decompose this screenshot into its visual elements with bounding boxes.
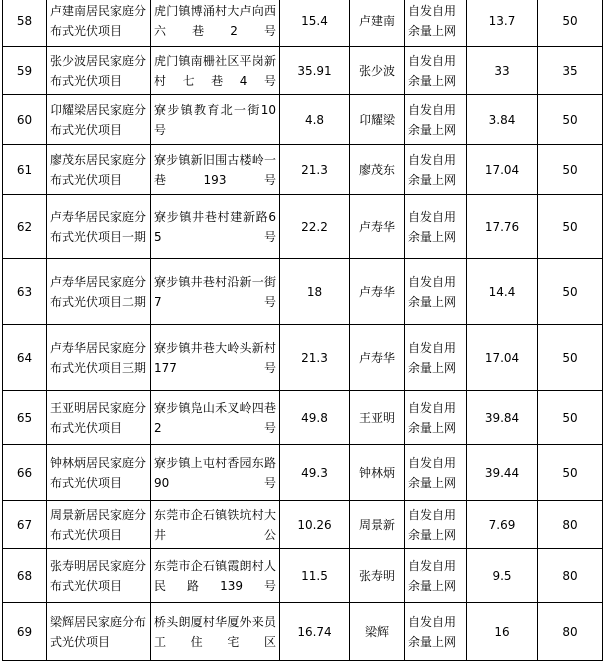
capacity-value: 21.3 [280,325,350,391]
percent-value: 80 [538,549,603,603]
percent-value: 50 [538,0,603,47]
project-name: 卬耀梁居民家庭分布式光伏项目 [47,95,151,145]
amount-value: 39.44 [467,445,538,501]
project-address: 寮步镇上屯村香园东路90号 [151,445,280,501]
row-number: 61 [3,145,47,195]
project-name: 张寿明居民家庭分布式光伏项目 [47,549,151,603]
project-name: 王亚明居民家庭分布式光伏项目 [47,391,151,445]
project-address: 寮步镇井巷村建新路65号 [151,195,280,259]
table-row [3,145,603,195]
amount-value: 17.76 [467,195,538,259]
project-address: 桥头朗厦村华厦外来员工住宅区 [151,603,280,661]
percent-value: 50 [538,325,603,391]
grid-mode: 自发自用余量上网 [405,445,467,501]
project-address: 虎门镇博涌村大卢向西六巷2号 [151,0,280,47]
project-name: 廖茂东居民家庭分布式光伏项目 [47,145,151,195]
capacity-value: 4.8 [280,95,350,145]
project-name: 卢寿华居民家庭分布式光伏项目二期 [47,259,151,325]
grid-mode: 自发自用余量上网 [405,549,467,603]
table-row [3,0,603,47]
capacity-value: 10.26 [280,501,350,549]
table-row [3,95,603,145]
row-number: 59 [3,47,47,95]
percent-value: 50 [538,391,603,445]
row-number: 58 [3,0,47,47]
row-number: 64 [3,325,47,391]
amount-value: 14.4 [467,259,538,325]
project-name: 周景新居民家庭分布式光伏项目 [47,501,151,549]
project-name: 钟林炳居民家庭分布式光伏项目 [47,445,151,501]
row-number: 65 [3,391,47,445]
amount-value: 17.04 [467,145,538,195]
amount-value: 3.84 [467,95,538,145]
capacity-value: 11.5 [280,549,350,603]
project-address: 寮步镇新旧围古楼岭一巷193号 [151,145,280,195]
table-row [3,445,603,501]
table-row [3,47,603,95]
owner-name: 张少波 [350,47,405,95]
amount-value: 33 [467,47,538,95]
owner-name: 王亚明 [350,391,405,445]
percent-value: 80 [538,603,603,661]
percent-value: 50 [538,259,603,325]
table-row [3,501,603,549]
grid-mode: 自发自用余量上网 [405,325,467,391]
row-number: 68 [3,549,47,603]
amount-value: 39.84 [467,391,538,445]
project-address: 东莞市企石镇铁坑村大井公 [151,501,280,549]
amount-value: 7.69 [467,501,538,549]
row-number: 62 [3,195,47,259]
table-row [3,549,603,603]
table-body [3,0,603,661]
table-row [3,259,603,325]
percent-value: 50 [538,195,603,259]
owner-name: 卢建南 [350,0,405,47]
percent-value: 50 [538,95,603,145]
project-address: 寮步镇教育北一街10号 [151,95,280,145]
owner-name: 卢寿华 [350,325,405,391]
percent-value: 50 [538,145,603,195]
owner-name: 卢寿华 [350,259,405,325]
project-name: 卢寿华居民家庭分布式光伏项目一期 [47,195,151,259]
row-number: 67 [3,501,47,549]
owner-name: 卬耀梁 [350,95,405,145]
capacity-value: 49.8 [280,391,350,445]
project-name: 卢建南居民家庭分布式光伏项目 [47,0,151,47]
project-address: 东莞市企石镇霞朗村人民路139号 [151,549,280,603]
table-row [3,603,603,661]
percent-value: 35 [538,47,603,95]
owner-name: 梁辉 [350,603,405,661]
project-address: 寮步镇井巷大岭头新村177号 [151,325,280,391]
grid-mode: 自发自用余量上网 [405,195,467,259]
grid-mode: 自发自用余量上网 [405,501,467,549]
project-name: 卢寿华居民家庭分布式光伏项目三期 [47,325,151,391]
grid-mode: 自发自用余量上网 [405,391,467,445]
capacity-value: 22.2 [280,195,350,259]
amount-value: 17.04 [467,325,538,391]
owner-name: 钟林炳 [350,445,405,501]
amount-value: 9.5 [467,549,538,603]
capacity-value: 18 [280,259,350,325]
project-name: 张少波居民家庭分布式光伏项目 [47,47,151,95]
capacity-value: 35.91 [280,47,350,95]
owner-name: 周景新 [350,501,405,549]
amount-value: 16 [467,603,538,661]
owner-name: 卢寿华 [350,195,405,259]
capacity-value: 49.3 [280,445,350,501]
owner-name: 张寿明 [350,549,405,603]
percent-value: 50 [538,445,603,501]
grid-mode: 自发自用余量上网 [405,0,467,47]
table-row [3,391,603,445]
grid-mode: 自发自用余量上网 [405,47,467,95]
grid-mode: 自发自用余量上网 [405,603,467,661]
capacity-value: 21.3 [280,145,350,195]
amount-value: 13.7 [467,0,538,47]
row-number: 60 [3,95,47,145]
grid-mode: 自发自用余量上网 [405,145,467,195]
percent-value: 80 [538,501,603,549]
row-number: 63 [3,259,47,325]
row-number: 69 [3,603,47,661]
grid-mode: 自发自用余量上网 [405,95,467,145]
capacity-value: 15.4 [280,0,350,47]
row-number: 66 [3,445,47,501]
project-name: 梁辉居民家庭分布式光伏项目 [47,603,151,661]
project-address: 寮步镇井巷村沿新一街7号 [151,259,280,325]
table-row [3,195,603,259]
project-table [2,0,603,661]
project-address: 寮步镇凫山禾叉岭四巷2号 [151,391,280,445]
project-address: 虎门镇南栅社区平岗新村七巷4号 [151,47,280,95]
owner-name: 廖茂东 [350,145,405,195]
grid-mode: 自发自用余量上网 [405,259,467,325]
capacity-value: 16.74 [280,603,350,661]
table-row [3,325,603,391]
